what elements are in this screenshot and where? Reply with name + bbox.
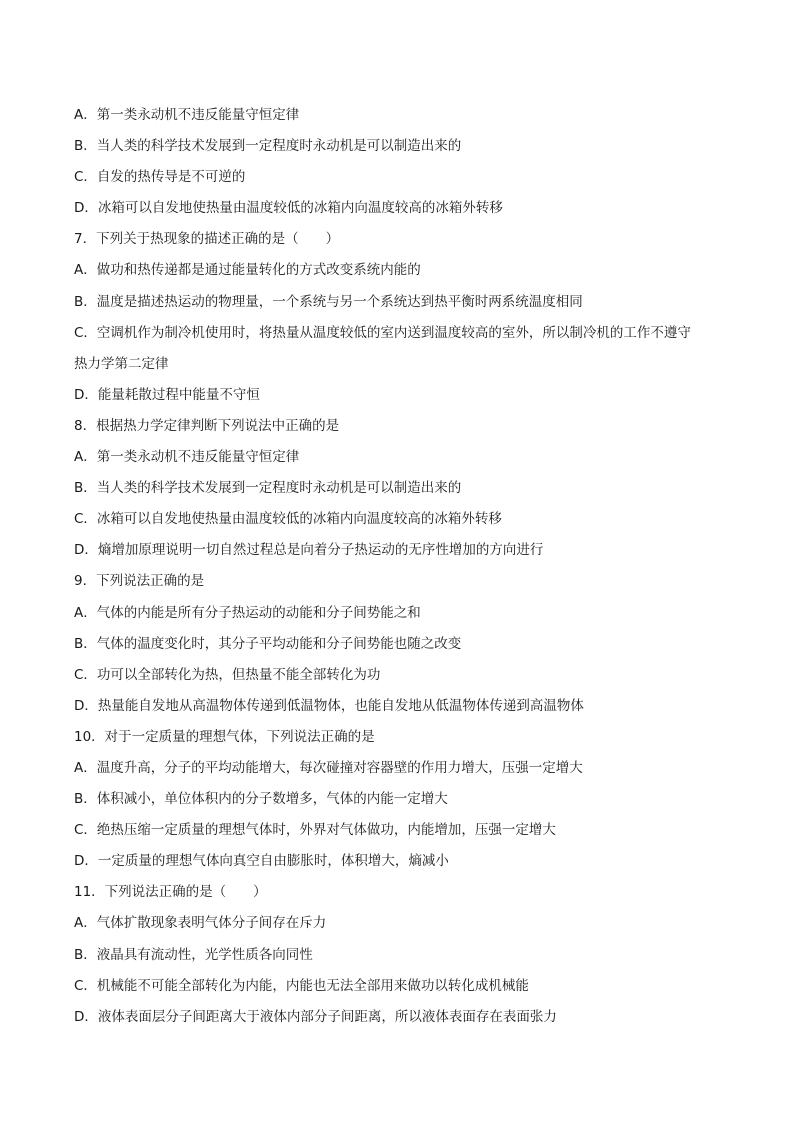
option-b-q11: B．液晶具有流动性，光学性质各向同性 xyxy=(74,946,313,963)
option-b-q8: B．当人类的科学技术发展到一定程度时永动机是可以制造出来的 xyxy=(74,480,462,497)
option-c-q7: C．空调机作为制冷机使用时，将热量从温度较低的室内送到温度较高的室外，所以制冷机的工作不遵守 xyxy=(74,324,691,341)
option-a-q8: A．第一类永动机不违反能量守恒定律 xyxy=(74,449,300,466)
option-a-q7: A．做功和热传递都是通过能量转化的方式改变系统内能的 xyxy=(74,262,421,279)
option-c-q7-continued: 热力学第二定律 xyxy=(74,355,169,372)
option-d-q6: D．冰箱可以自发地使热量由温度较低的冰箱内向温度较高的冰箱外转移 xyxy=(74,200,503,217)
question-11-stem: 11．下列说法正确的是（ ） xyxy=(74,884,267,901)
option-c-q10: C．绝热压缩一定质量的理想气体时，外界对气体做功，内能增加，压强一定增大 xyxy=(74,822,556,839)
option-a-q6: A．第一类永动机不违反能量守恒定律 xyxy=(74,107,300,123)
option-d-q11: D．液体表面层分子间距离大于液体内部分子间距离，所以液体表面存在表面张力 xyxy=(74,1008,557,1025)
option-d-q10: D．一定质量的理想气体向真空自由膨胀时，体积增大，熵减小 xyxy=(74,853,449,870)
question-10-stem: 10．对于一定质量的理想气体，下列说法正确的是 xyxy=(74,728,375,745)
option-a-q11: A．气体扩散现象表明气体分子间存在斥力 xyxy=(74,915,327,932)
option-c-q8: C．冰箱可以自发地使热量由温度较低的冰箱内向温度较高的冰箱外转移 xyxy=(74,511,502,528)
option-a-q10: A．温度升高，分子的平均动能增大，每次碰撞对容器壁的作用力增大，压强一定增大 xyxy=(74,759,583,776)
question-7-stem: 7．下列关于热现象的描述正确的是（ ） xyxy=(74,231,340,248)
question-8-stem: 8．根据热力学定律判断下列说法中正确的是 xyxy=(74,417,340,434)
question-content xyxy=(74,100,724,1033)
option-c-q6: C．自发的热传导是不可逆的 xyxy=(74,169,246,186)
option-d-q9: D．热量能自发地从高温物体传递到低温物体，也能自发地从低温物体传递到高温物体 xyxy=(74,697,584,714)
option-c-q11: C．机械能不可能全部转化为内能，内能也无法全部用来做功以转化成机械能 xyxy=(74,977,529,994)
option-a-q9: A．气体的内能是所有分子热运动的动能和分子间势能之和 xyxy=(74,604,421,621)
question-9-stem: 9．下列说法正确的是 xyxy=(74,573,205,590)
option-b-q7: B．温度是描述热运动的物理量，一个系统与另一个系统达到热平衡时两系统温度相同 xyxy=(74,293,583,310)
option-c-q9: C．功可以全部转化为热，但热量不能全部转化为功 xyxy=(74,666,381,683)
option-b-q10: B．体积减小，单位体积内的分子数增多，气体的内能一定增大 xyxy=(74,791,448,808)
option-d-q8: D．熵增加原理说明一切自然过程总是向着分子热运动的无序性增加的方向进行 xyxy=(74,542,544,559)
option-b-q9: B．气体的温度变化时，其分子平均动能和分子间势能也随之改变 xyxy=(74,635,462,652)
option-b-q6: B．当人类的科学技术发展到一定程度时永动机是可以制造出来的 xyxy=(74,138,462,155)
option-d-q7: D．能量耗散过程中能量不守恒 xyxy=(74,386,260,403)
